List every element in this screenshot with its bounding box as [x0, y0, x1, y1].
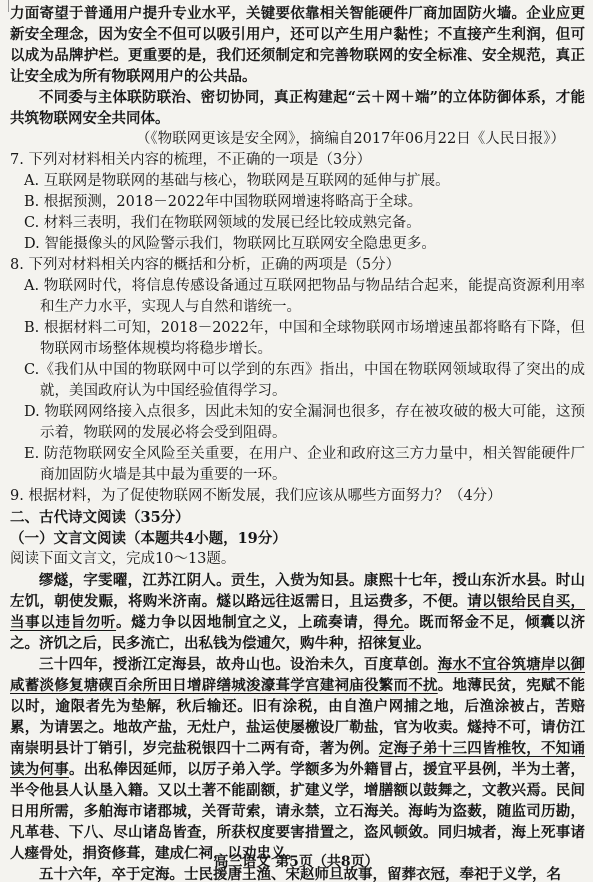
question-7-option-b: B. 根据预测，2018－2022年中国物联网增速将略高于全球。: [24, 194, 423, 210]
question-8-option-b: B. 根据材料二可知，2018－2022年，中国和全球物联网市场增速虽都将略有下降，但物联网市场整体规模均将稳步增长。: [24, 320, 585, 357]
classical-text: 。燧力争以因地制宜之义，上疏奏请，: [116, 614, 374, 631]
classical-text: 缪燧，字雯曜，江苏江阴人。贡生，入赀为知县。康熙十七年，授山东沂水县。时山左饥，朝使发赈，将购米济南。燧以路远往返需日，且运费多，不便。: [10, 572, 585, 610]
classical-text: 。出私俸因延师，以厉子弟入学。学额多为外籍冒占，援宜平县例，半为土著，半令他县人认垦入籍。又以土著不能副额，扩建义学，增膳额以鼓舞之，文教兴焉。民间日用所需，多舶海市诸郡城，关胥苛索，请永禁，立石海关。海屿为盗薮，随监司历勘，凡革巷、下八、尽山诸岛皆查，所获权度要害措置之，盗风顿敛。同归城者，海上死事诸人瘗骨处，捐资修葺，建成仁祠，以劝忠义。: [10, 761, 585, 862]
question-7-option-c: C. 材料三表明，我们在物联网领域的发展已经比较成熟完备。: [24, 215, 421, 231]
classical-paragraph-1: [10, 570, 585, 654]
question-8-stem: 8. 下列对材料相关内容的概括和分析，正确的两项是（5分）: [10, 257, 401, 273]
section-heading: 二、古代诗文阅读（35分）: [10, 509, 190, 526]
question-7-option-a: A. 互联网是物联网的基础与核心，物联网是互联网的延伸与扩展。: [24, 173, 450, 189]
page-footer: 高三语文 第5页（共8页）: [214, 854, 379, 870]
reading-instruction: 阅读下面文言文，完成10～13题。: [10, 551, 236, 567]
question-8-option-c: C.《我们从中国的物联网中可以学到的东西》指出，中国在物联网领域取得了突出的成就，美国政府认为中国经验值得学习。: [24, 362, 585, 399]
question-9-stem: 9. 根据材料，为了促使物联网不断发展，我们应该从哪些方面努力？（4分）: [10, 488, 502, 504]
underlined-sentence: 请以银给民自买，当事以违旨勿听: [10, 593, 585, 631]
question-8-option-e: E. 防范物联网安全风险至关重要，在用户、企业和政府这三方力量中，相关智能硬件厂商加固防火墙是其中最为重要的一环。: [24, 446, 585, 483]
question-8-option-a: A. 物联网时代，将信息传感设备通过互联网把物品与物品结合起来，能提高资源利用率和生产力水平，实现人与自然和谐统一。: [24, 278, 585, 315]
classical-paragraph-2: [10, 654, 585, 864]
underlined-sentence: 海水不宜谷筑塘岸以御咸蓄淡修复塘碶百余所田日增辟缮城浚濠葺学宫建祠庙役繁而不扰: [10, 656, 585, 694]
page-corner-mark: [0, 0, 9, 12]
page-content: [10, 3, 585, 882]
passage-paragraph: 力面寄望于普通用户提升专业水平，关键要依靠相关智能硬件厂商加固防火墙。企业应更新安全理念，因为安全不但可以吸引用户，还可以产生用户黏性；不直接产生利润，但可以成为品牌护栏。更重要的是，我们还须制定和完善物联网的安全标准、安全规范，真正让安全成为所有物联网用户的公共品。: [10, 5, 585, 85]
subsection-heading: （一）文言文阅读（本题共4小题，19分）: [10, 530, 287, 547]
question-7-stem: 7. 下列对材料相关内容的梳理，不正确的一项是（3分）: [10, 152, 372, 168]
source-citation: （《物联网更该是安全网》，摘编自2017年06月22日《人民日报》）: [135, 131, 565, 147]
classical-text: 。既而帑金不足，倾囊以济之。济饥之后，民多流亡，出私钱为偿逋欠，购牛种，招徕复业。: [10, 614, 586, 652]
passage-paragraph: 不同委与主体联防联治、密切协同，真正构建起“云＋网＋端”的立体防御体系，才能共筑物联网安全共同体。: [10, 89, 585, 127]
underlined-sentence: 定海子弟十三四皆椎牧，不知诵读为何事: [10, 740, 585, 778]
classical-text: 三十四年，授浙江定海县，故舟山也。设治未久，百度草创。: [39, 656, 438, 673]
underlined-sentence: 得允: [373, 614, 404, 631]
classical-text: 。地薄民贫，宪赋不能以时，逾限者先为垫解，秋后输还。旧有涂税，由自渔户网捕之地，后渔涂被占，苦赔累，为请罢之。地故产盐，无灶户，盐运使屡檄设厂勒盐，官为收卖。燧持不可，请仿江南崇明县计丁销引，岁完盐税银四十二两有奇，著为例。: [10, 677, 585, 757]
classical-paragraph-3: 五十六年，卒于定海。士民援唐王渔、宋赵师旦故事，留葬衣冠，奉祀于义学，名: [39, 866, 561, 882]
question-8-option-d: D. 物联网网络接入点很多，因此未知的安全漏洞也很多，存在被攻破的极大可能，这预示着，物联网的发展必将会受到阻碍。: [24, 404, 585, 441]
question-7-option-d: D. 智能摄像头的风险警示我们，物联网比互联网安全隐患更多。: [24, 236, 436, 252]
